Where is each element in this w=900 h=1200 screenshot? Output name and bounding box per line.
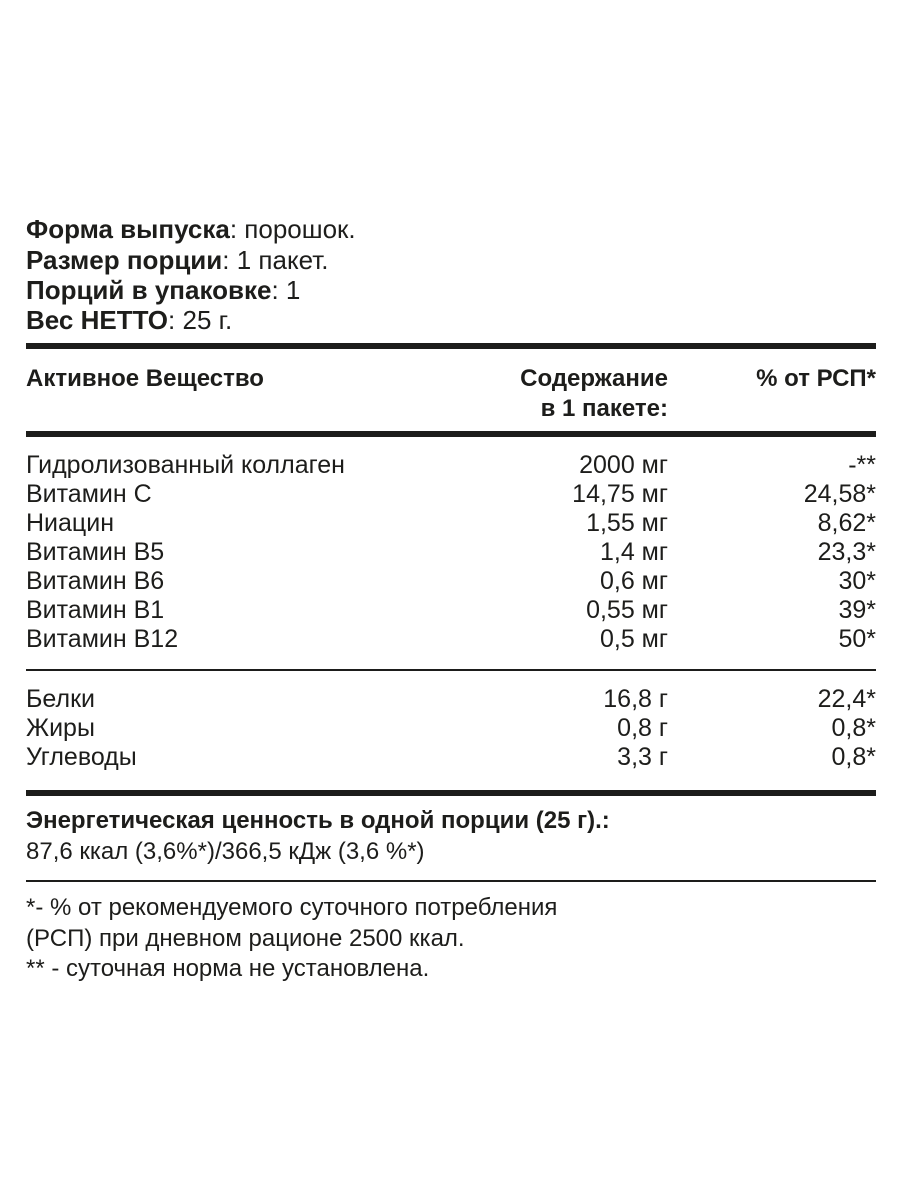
row-name: Углеводы <box>26 743 137 771</box>
row-amount: 0,8 г <box>617 714 668 742</box>
divider-energy <box>26 880 876 882</box>
row-name: Витамин В5 <box>26 538 165 566</box>
divider-header <box>26 431 876 437</box>
release-form-label: Форма выпуска <box>26 214 230 244</box>
header-content-line1: Содержание <box>520 365 668 392</box>
servings-per-pack-label: Порций в упаковке <box>26 275 272 305</box>
release-form-value: : порошок. <box>229 214 356 244</box>
table-row <box>26 714 876 743</box>
table-row <box>26 509 876 538</box>
row-amount: 1,4 мг <box>599 538 668 566</box>
row-name: Гидролизованный коллаген <box>26 451 345 479</box>
row-name: Ниацин <box>26 509 115 537</box>
serving-size-value: : 1 пакет. <box>222 245 329 275</box>
row-name: Витамин В6 <box>26 567 165 595</box>
footnote-rdi-continued: (РСП) при дневном рационе 2500 ккал. <box>26 925 465 952</box>
row-amount: 14,75 мг <box>572 480 668 508</box>
row-rdi: 22,4* <box>817 685 876 713</box>
servings-per-pack-line <box>26 275 300 305</box>
row-rdi: 39* <box>838 596 876 624</box>
row-name: Витамин В1 <box>26 596 165 624</box>
table-row <box>26 596 876 625</box>
divider-macros <box>26 790 876 796</box>
net-weight-value: : 25 г. <box>168 305 233 335</box>
row-amount: 3,3 г <box>617 743 668 771</box>
serving-size-line <box>26 245 328 275</box>
row-amount: 16,8 г <box>603 685 668 713</box>
table-row <box>26 685 876 714</box>
row-amount: 2000 мг <box>579 451 668 479</box>
table-row <box>26 480 876 509</box>
row-rdi: 0,8* <box>831 714 876 742</box>
row-amount: 0,55 мг <box>586 596 668 624</box>
row-rdi: 23,3* <box>817 538 876 566</box>
row-rdi: 0,8* <box>831 743 876 771</box>
row-name: Витамин С <box>26 480 152 508</box>
table-row <box>26 538 876 567</box>
energy-title: Энергетическая ценность в одной порции (25 г).: <box>26 807 610 834</box>
header-content-line2: в 1 пакете: <box>540 395 668 422</box>
divider-vitamins <box>26 669 876 671</box>
table-row <box>26 567 876 596</box>
table-row <box>26 743 876 772</box>
net-weight-label: Вес НЕТТО <box>26 305 169 335</box>
release-form-line <box>26 214 356 244</box>
footnote-no-norm: ** - суточная норма не установлена. <box>26 955 430 982</box>
net-weight-line <box>26 305 232 335</box>
row-rdi: 8,62* <box>817 509 876 537</box>
row-rdi: 30* <box>838 567 876 595</box>
table-row <box>26 625 876 654</box>
row-name: Белки <box>26 685 95 713</box>
row-amount: 0,6 мг <box>599 567 668 595</box>
row-rdi: 50* <box>838 625 876 653</box>
header-substance: Активное Вещество <box>26 365 264 392</box>
row-amount: 1,55 мг <box>586 509 668 537</box>
row-name: Жиры <box>26 714 95 742</box>
table-row <box>26 451 876 480</box>
header-rdi: % от РСП* <box>756 365 876 392</box>
row-rdi: 24,58* <box>803 480 876 508</box>
servings-per-pack-value: : 1 <box>271 275 301 305</box>
footnote-rdi: *- % от рекомендуемого суточного потребления <box>26 894 558 921</box>
row-rdi: -** <box>848 451 876 479</box>
row-name: Витамин В12 <box>26 625 179 653</box>
energy-value: 87,6 ккал (3,6%*)/366,5 кДж (3,6 %*) <box>26 838 425 865</box>
row-amount: 0,5 мг <box>599 625 668 653</box>
divider-top <box>26 343 876 349</box>
serving-size-label: Размер порции <box>26 245 223 275</box>
